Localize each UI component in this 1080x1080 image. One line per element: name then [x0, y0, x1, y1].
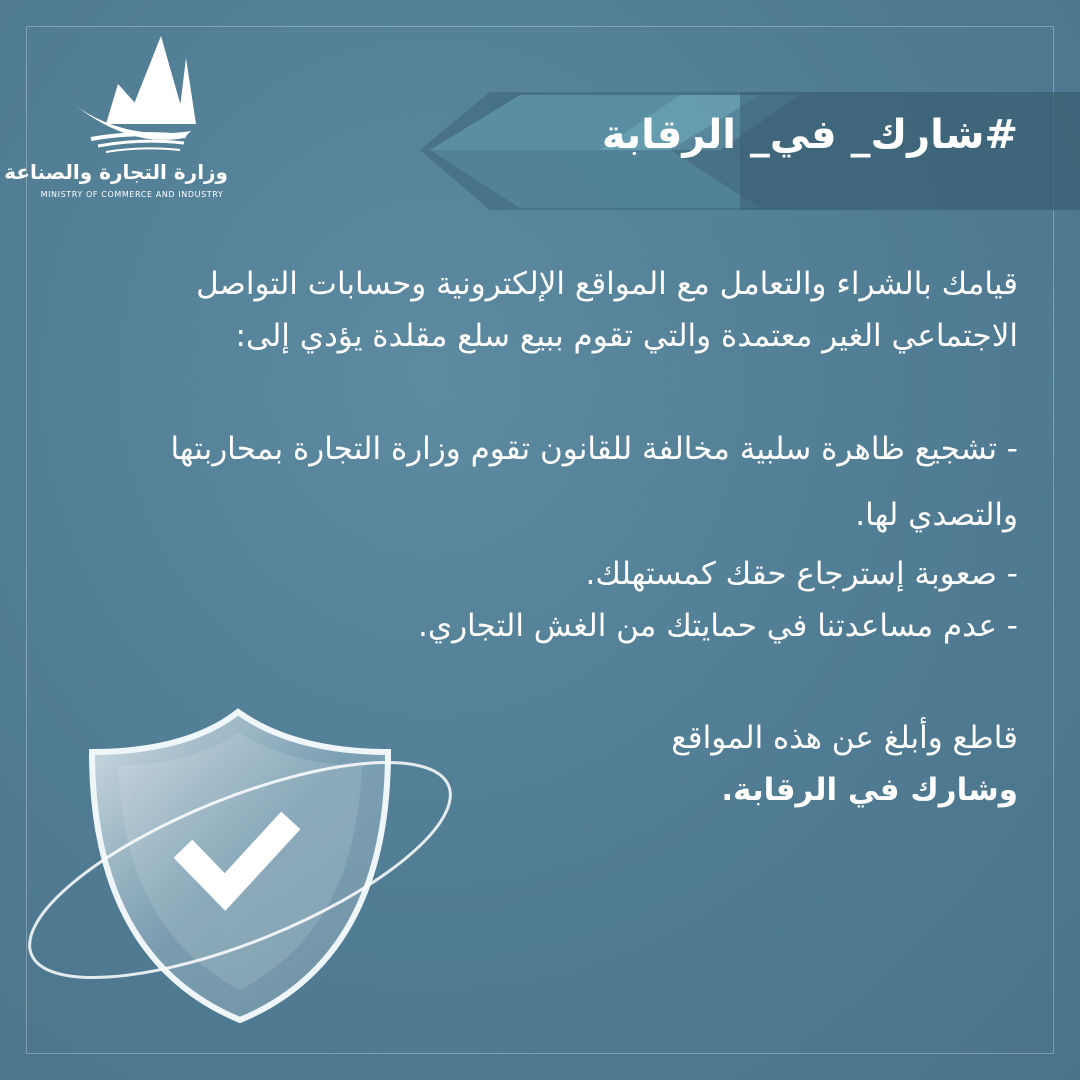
- bullet-item: - عدم مساعدتنا في حمايتك من الغش التجاري.: [417, 608, 1018, 644]
- closing-cta: وشارك في الرقابة.: [721, 772, 1018, 808]
- intro-paragraph: قيامك بالشراء والتعامل مع المواقع الإلكترونية وحسابات التواصل الاجتماعي الغير معتمدة والتي تقوم ببيع سلع مقلدة يؤدي إلى:: [196, 266, 1018, 354]
- ministry-name-arabic: وزارة التجارة والصناعة: [4, 160, 228, 184]
- ministry-name-english: MINISTRY OF COMMERCE AND INDUSTRY: [40, 190, 224, 199]
- hashtag-title: #شارك_ في_ الرقابة: [601, 112, 1018, 158]
- bullet-item: - صعوبة إسترجاع حقك كمستهلك.: [585, 556, 1018, 592]
- bullet-item: - تشجيع ظاهرة سلبية مخالفة للقانون تقوم وزارة التجارة بمحاربتها والتصدي لها.: [170, 431, 1018, 533]
- shield-checkmark-icon: [0, 680, 480, 1080]
- closing-line: قاطع وأبلغ عن هذه المواقع: [671, 720, 1018, 756]
